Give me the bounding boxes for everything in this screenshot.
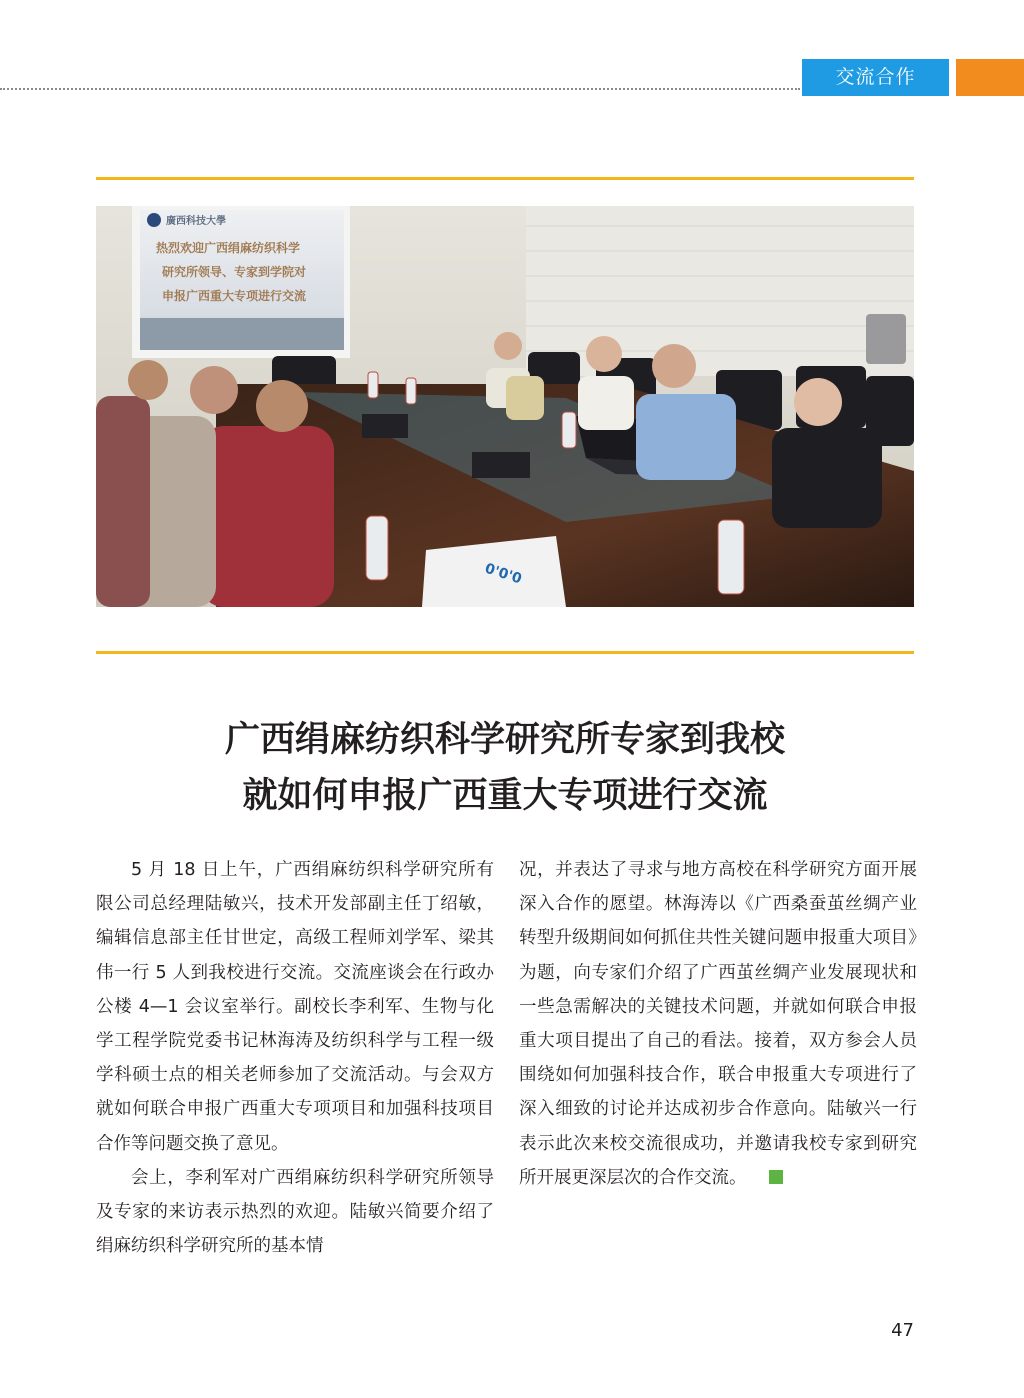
page-number: 47 — [891, 1320, 914, 1341]
section-tab: 交流合作 — [802, 59, 949, 96]
screen-line-2: 研究所领导、专家到学院对 — [162, 265, 307, 279]
paragraph-2: 会上，李利军对广西绢麻纺织科学研究所领导及专家的来访表示热烈的欢迎。陆敏兴简要介绍了绢麻纺织科学研究所的基本情 — [96, 1167, 494, 1257]
paragraph-1: 5 月 18 日上午，广西绢麻纺织科学研究所有限公司总经理陆敏兴，技术开发部副主任丁绍敏，编辑信息部主任甘世定，高级工程师刘学军、梁其伟一行 5 人到我校进行交流。交流座谈会在行政办公楼 4—1 会议室举行。副校长李利军、生物与化学工程学院党委书记林海涛及纺织科学与工程一级学科硕士点的相关老师参加了交流活动。与会双方就如何联合申报广西重大专项项目和加强科技项目合作等问题交换了意见。 — [96, 860, 494, 1154]
screen-line-3: 申报广西重大专项进行交流 — [162, 289, 307, 303]
svg-text:廣西科技大學: 廣西科技大學 — [166, 216, 226, 227]
header-accent-block — [956, 59, 1024, 96]
article-title — [96, 712, 914, 824]
paragraph-2-continued — [519, 853, 917, 1195]
title-line-2: 就如何申报广西重大专项进行交流 — [242, 776, 768, 816]
title-line-1: 广西绢麻纺织科学研究所专家到我校 — [224, 720, 785, 760]
end-of-article-icon — [769, 1170, 783, 1184]
meeting-photo — [96, 206, 914, 607]
bag-print: 0'0'0 — [482, 560, 524, 588]
header-dotted-rule — [0, 88, 800, 90]
photo-bottom-rule — [96, 651, 914, 654]
body-column-right — [519, 853, 917, 1195]
photo-top-rule — [96, 177, 914, 180]
paragraph-2-continued-text: 况，并表达了寻求与地方高校在科学研究方面开展深入合作的愿望。林海涛以《广西桑蚕茧丝绸产业转型升级期间如何抓住共性关键问题申报重大项目》为题，向专家们介绍了广西茧丝绸产业发展现状和一些急需解决的关键技术问题，并就如何联合申报重大项目提出了自己的看法。接着，双方参会人员围绕如何加强科技合作，联合申报重大专项进行了深入细致的讨论并达成初步合作意向。陆敏兴一行表示此次来校交流很成功，并邀请我校专家到研究所开展更深层次的合作交流。 — [519, 860, 917, 1188]
screen-line-1: 热烈欢迎广西绢麻纺织科学 — [156, 241, 301, 255]
body-column-left — [96, 853, 494, 1263]
